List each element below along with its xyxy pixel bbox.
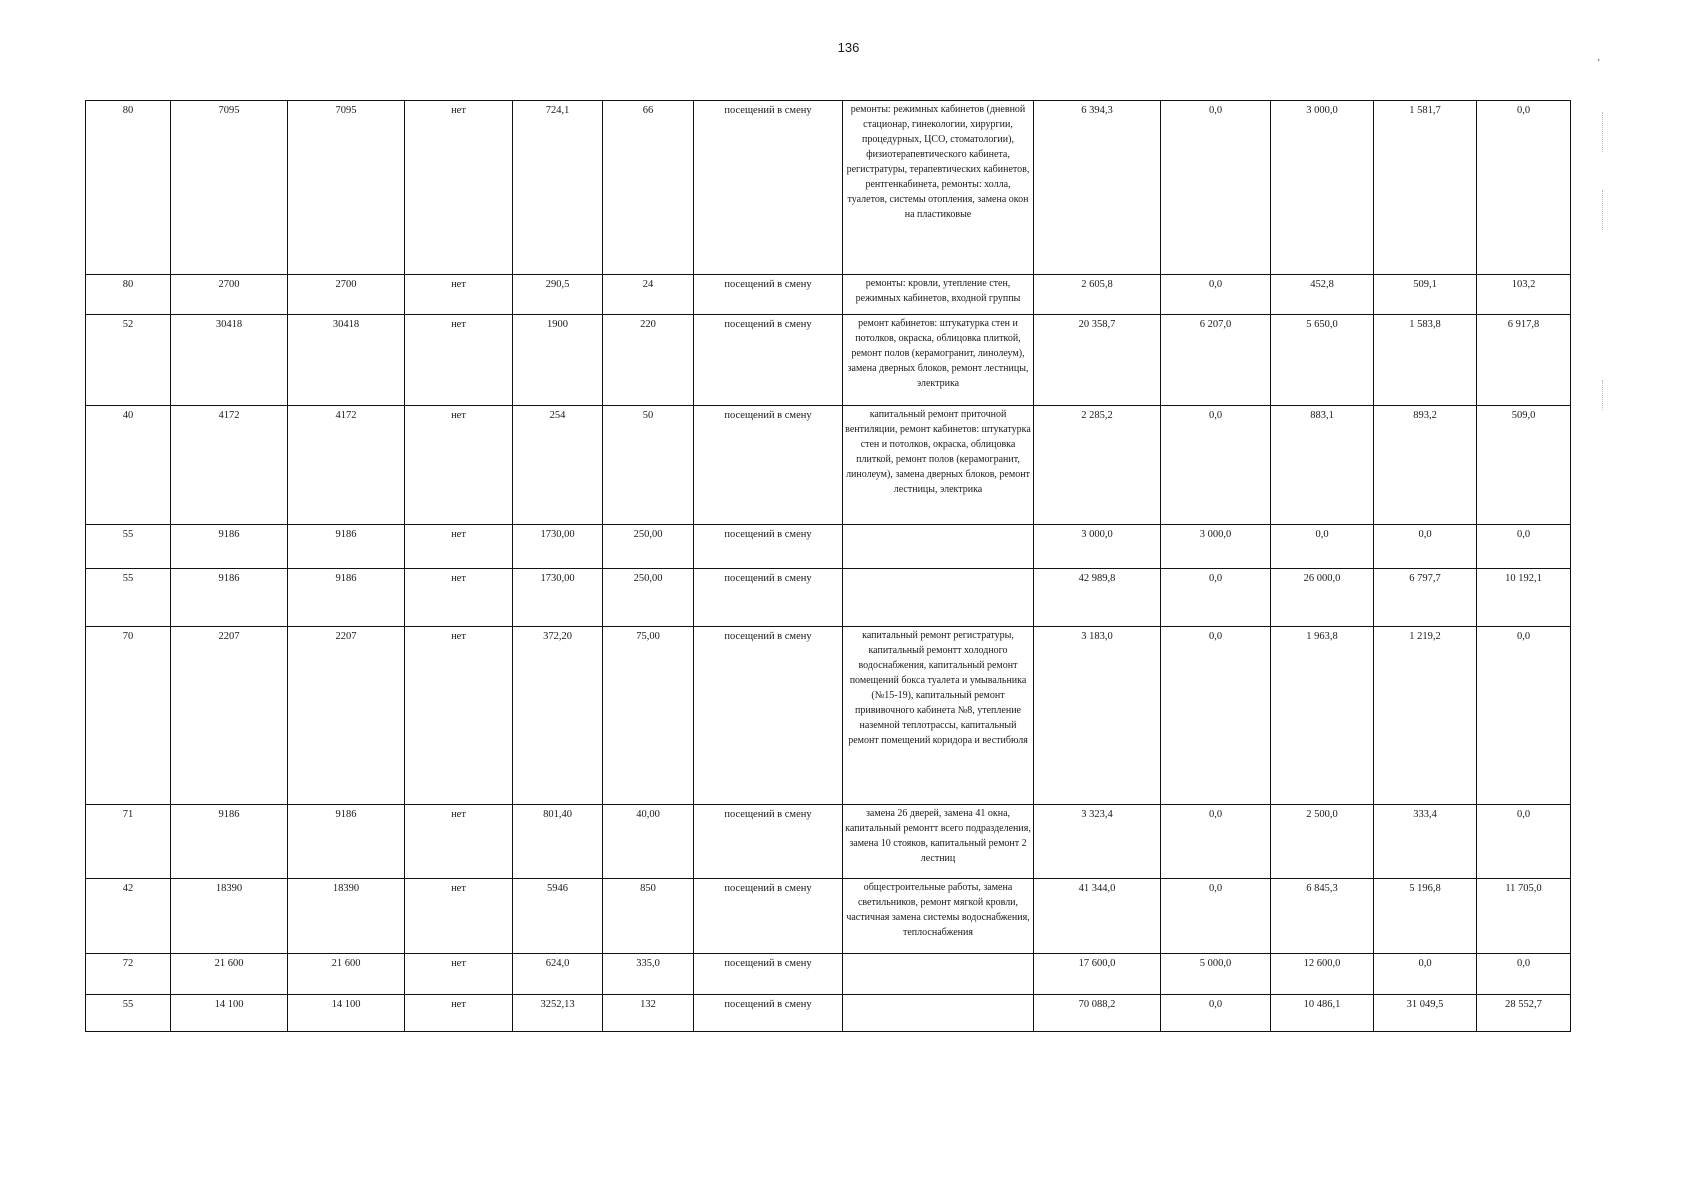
cell-area: 801,40 <box>513 805 603 879</box>
cell-capacity: 24 <box>603 275 694 315</box>
table-row <box>86 995 1571 1032</box>
table-row <box>86 101 1571 275</box>
works-text: капитальный ремонт приточной вентиляции, ремонт кабинетов: штукатурка стен и потолков, окраска, облицовка плиткой, ремонт полов (керамогранит, линолеум), замена дверных блоков, ремонт лестницы, электрика <box>845 409 1031 495</box>
cell-works-description <box>843 805 1034 879</box>
cell-works-description <box>843 315 1034 406</box>
cell-capacity: 850 <box>603 879 694 954</box>
cell-cost-col-3: 1 583,8 <box>1374 315 1477 406</box>
cell-value-a: 2207 <box>171 627 288 805</box>
cell-flag: нет <box>405 879 513 954</box>
cell-value-a: 14 100 <box>171 995 288 1032</box>
cell-cost-col-4: 11 705,0 <box>1477 879 1571 954</box>
cell-cost-col-2: 10 486,1 <box>1271 995 1374 1032</box>
cell-capacity: 132 <box>603 995 694 1032</box>
works-text: ремонт кабинетов: штукатурка стен и потолков, окраска, облицовка плиткой, ремонт полов (керамогранит, линолеум), замена дверных блоков, ремонт лестницы, электрика <box>847 318 1029 389</box>
cell-value-b: 4172 <box>288 406 405 525</box>
cell-flag: нет <box>405 406 513 525</box>
cell-cost-col-4: 0,0 <box>1477 627 1571 805</box>
cell-works-description <box>843 995 1034 1032</box>
cell-cost-col-1: 0,0 <box>1161 879 1271 954</box>
cell-cost-col-2: 2 500,0 <box>1271 805 1374 879</box>
cell-total-cost: 3 323,4 <box>1034 805 1161 879</box>
works-text: замена 26 дверей, замена 41 окна, капитальный ремонтт всего подразделения, замена 10 стояков, капитальный ремонт 2 лестниц <box>845 808 1031 864</box>
cell-total-cost: 41 344,0 <box>1034 879 1161 954</box>
cell-value-a: 4172 <box>171 406 288 525</box>
cell-capacity: 335,0 <box>603 954 694 995</box>
cell-capacity: 50 <box>603 406 694 525</box>
cell-total-cost: 2 285,2 <box>1034 406 1161 525</box>
cell-cost-col-2: 3 000,0 <box>1271 101 1374 275</box>
cell-flag: нет <box>405 525 513 569</box>
cell-cost-col-2: 6 845,3 <box>1271 879 1374 954</box>
cell-cost-col-2: 5 650,0 <box>1271 315 1374 406</box>
cell-cost-col-1: 6 207,0 <box>1161 315 1271 406</box>
cell-flag: нет <box>405 569 513 627</box>
works-text: общестроительные работы, замена светильников, ремонт мягкой кровли, частичная замена системы водоснабжения, теплоснабжения <box>846 882 1030 938</box>
cell-value-a: 2700 <box>171 275 288 315</box>
cell-area: 254 <box>513 406 603 525</box>
cell-cost-col-2: 883,1 <box>1271 406 1374 525</box>
cell-unit: посещений в смену <box>694 315 843 406</box>
works-text: капитальный ремонт регистратуры, капитальный ремонтт холодного водоснабжения, капитальный ремонт помещений бокса туалета и умывальника (№15-19), капитальный ремонт прививочного кабинета №8, утепление наземной теплотрассы, капитальный ремонт помещений коридора и вестибюля <box>848 630 1028 746</box>
scan-artifact <box>1602 190 1605 230</box>
cell-area: 372,20 <box>513 627 603 805</box>
cell-flag: нет <box>405 995 513 1032</box>
cell-total-cost: 70 088,2 <box>1034 995 1161 1032</box>
cell-cost-col-1: 5 000,0 <box>1161 954 1271 995</box>
cell-flag: нет <box>405 627 513 805</box>
cell-works-description <box>843 879 1034 954</box>
cell-works-description <box>843 525 1034 569</box>
cell-area: 724,1 <box>513 101 603 275</box>
cell-cost-col-2: 0,0 <box>1271 525 1374 569</box>
cell-cost-col-4: 0,0 <box>1477 805 1571 879</box>
cell-value-a: 7095 <box>171 101 288 275</box>
cell-cost-col-3: 893,2 <box>1374 406 1477 525</box>
cell-value-a: 18390 <box>171 879 288 954</box>
cell-capacity: 75,00 <box>603 627 694 805</box>
cell-unit: посещений в смену <box>694 569 843 627</box>
cell-cost-col-4: 0,0 <box>1477 954 1571 995</box>
cell-capacity: 220 <box>603 315 694 406</box>
cell-cost-col-2: 452,8 <box>1271 275 1374 315</box>
cell-flag: нет <box>405 275 513 315</box>
cell-row-number: 80 <box>86 101 171 275</box>
works-text: ремонты: режимных кабинетов (дневной стационар, гинекологии, хирургии, процедурных, ЦСО, стоматологии), физиотерапевтического кабинета, регистратуры, терапевтических кабинетов, рентгенкабинета, ремонты: холла, туалетов, системы отопления, замена окон на пластиковые <box>846 104 1030 220</box>
cell-unit: посещений в смену <box>694 954 843 995</box>
cell-row-number: 55 <box>86 569 171 627</box>
cell-cost-col-1: 3 000,0 <box>1161 525 1271 569</box>
cell-cost-col-3: 0,0 <box>1374 525 1477 569</box>
cell-flag: нет <box>405 101 513 275</box>
cell-cost-col-3: 1 219,2 <box>1374 627 1477 805</box>
cell-cost-col-1: 0,0 <box>1161 995 1271 1032</box>
cell-cost-col-3: 5 196,8 <box>1374 879 1477 954</box>
cell-cost-col-2: 12 600,0 <box>1271 954 1374 995</box>
cell-flag: нет <box>405 315 513 406</box>
cell-cost-col-4: 509,0 <box>1477 406 1571 525</box>
cell-value-b: 14 100 <box>288 995 405 1032</box>
cell-works-description <box>843 627 1034 805</box>
data-table <box>85 100 1571 1032</box>
cell-area: 3252,13 <box>513 995 603 1032</box>
cell-cost-col-4: 0,0 <box>1477 101 1571 275</box>
cell-cost-col-1: 0,0 <box>1161 406 1271 525</box>
cell-cost-col-1: 0,0 <box>1161 101 1271 275</box>
cell-capacity: 40,00 <box>603 805 694 879</box>
cell-value-b: 9186 <box>288 569 405 627</box>
cell-value-a: 9186 <box>171 525 288 569</box>
cell-cost-col-4: 28 552,7 <box>1477 995 1571 1032</box>
cell-row-number: 52 <box>86 315 171 406</box>
cell-total-cost: 2 605,8 <box>1034 275 1161 315</box>
cell-total-cost: 42 989,8 <box>1034 569 1161 627</box>
cell-unit: посещений в смену <box>694 995 843 1032</box>
cell-unit: посещений в смену <box>694 101 843 275</box>
table-row <box>86 627 1571 805</box>
cell-total-cost: 6 394,3 <box>1034 101 1161 275</box>
table-row <box>86 525 1571 569</box>
cell-unit: посещений в смену <box>694 805 843 879</box>
cell-cost-col-4: 10 192,1 <box>1477 569 1571 627</box>
table-row <box>86 275 1571 315</box>
cell-cost-col-3: 509,1 <box>1374 275 1477 315</box>
cell-cost-col-2: 26 000,0 <box>1271 569 1374 627</box>
cell-cost-col-1: 0,0 <box>1161 275 1271 315</box>
cell-unit: посещений в смену <box>694 879 843 954</box>
cell-capacity: 66 <box>603 101 694 275</box>
cell-value-a: 9186 <box>171 805 288 879</box>
cell-value-b: 18390 <box>288 879 405 954</box>
cell-value-b: 2700 <box>288 275 405 315</box>
cell-total-cost: 3 183,0 <box>1034 627 1161 805</box>
cell-cost-col-1: 0,0 <box>1161 627 1271 805</box>
cell-works-description <box>843 101 1034 275</box>
cell-value-b: 9186 <box>288 525 405 569</box>
cell-unit: посещений в смену <box>694 525 843 569</box>
cell-value-a: 9186 <box>171 569 288 627</box>
cell-row-number: 42 <box>86 879 171 954</box>
table-row <box>86 879 1571 954</box>
table-row <box>86 954 1571 995</box>
cell-capacity: 250,00 <box>603 569 694 627</box>
cell-cost-col-3: 333,4 <box>1374 805 1477 879</box>
cell-area: 624,0 <box>513 954 603 995</box>
cell-flag: нет <box>405 954 513 995</box>
cell-value-b: 2207 <box>288 627 405 805</box>
cell-cost-col-4: 6 917,8 <box>1477 315 1571 406</box>
cell-cost-col-4: 0,0 <box>1477 525 1571 569</box>
cell-flag: нет <box>405 805 513 879</box>
cell-capacity: 250,00 <box>603 525 694 569</box>
cell-row-number: 55 <box>86 525 171 569</box>
cell-row-number: 55 <box>86 995 171 1032</box>
table-row <box>86 569 1571 627</box>
cell-works-description <box>843 954 1034 995</box>
cell-area: 290,5 <box>513 275 603 315</box>
cell-cost-col-3: 0,0 <box>1374 954 1477 995</box>
cell-total-cost: 17 600,0 <box>1034 954 1161 995</box>
cell-cost-col-3: 1 581,7 <box>1374 101 1477 275</box>
cell-row-number: 70 <box>86 627 171 805</box>
cell-value-b: 9186 <box>288 805 405 879</box>
cell-area: 5946 <box>513 879 603 954</box>
cell-cost-col-1: 0,0 <box>1161 805 1271 879</box>
cell-works-description <box>843 275 1034 315</box>
stray-mark: ’ <box>1597 58 1601 69</box>
cell-total-cost: 20 358,7 <box>1034 315 1161 406</box>
cell-works-description <box>843 569 1034 627</box>
cell-area: 1730,00 <box>513 569 603 627</box>
cell-cost-col-1: 0,0 <box>1161 569 1271 627</box>
cell-cost-col-4: 103,2 <box>1477 275 1571 315</box>
cell-cost-col-3: 6 797,7 <box>1374 569 1477 627</box>
cell-total-cost: 3 000,0 <box>1034 525 1161 569</box>
page-number: 136 <box>837 40 860 55</box>
cell-area: 1730,00 <box>513 525 603 569</box>
cell-unit: посещений в смену <box>694 406 843 525</box>
cell-cost-col-3: 31 049,5 <box>1374 995 1477 1032</box>
cell-works-description <box>843 406 1034 525</box>
cell-row-number: 80 <box>86 275 171 315</box>
cell-unit: посещений в смену <box>694 627 843 805</box>
table-row <box>86 315 1571 406</box>
scan-artifact <box>1602 380 1605 410</box>
cell-row-number: 40 <box>86 406 171 525</box>
cell-area: 1900 <box>513 315 603 406</box>
table-row <box>86 406 1571 525</box>
cell-value-a: 21 600 <box>171 954 288 995</box>
cell-cost-col-2: 1 963,8 <box>1271 627 1374 805</box>
works-text: ремонты: кровли, утепление стен, режимных кабинетов, входной группы <box>855 278 1021 304</box>
cell-value-b: 21 600 <box>288 954 405 995</box>
scan-artifact <box>1602 112 1605 152</box>
table-row <box>86 805 1571 879</box>
cell-row-number: 71 <box>86 805 171 879</box>
cell-value-b: 7095 <box>288 101 405 275</box>
cell-row-number: 72 <box>86 954 171 995</box>
cell-unit: посещений в смену <box>694 275 843 315</box>
cell-value-a: 30418 <box>171 315 288 406</box>
cell-value-b: 30418 <box>288 315 405 406</box>
